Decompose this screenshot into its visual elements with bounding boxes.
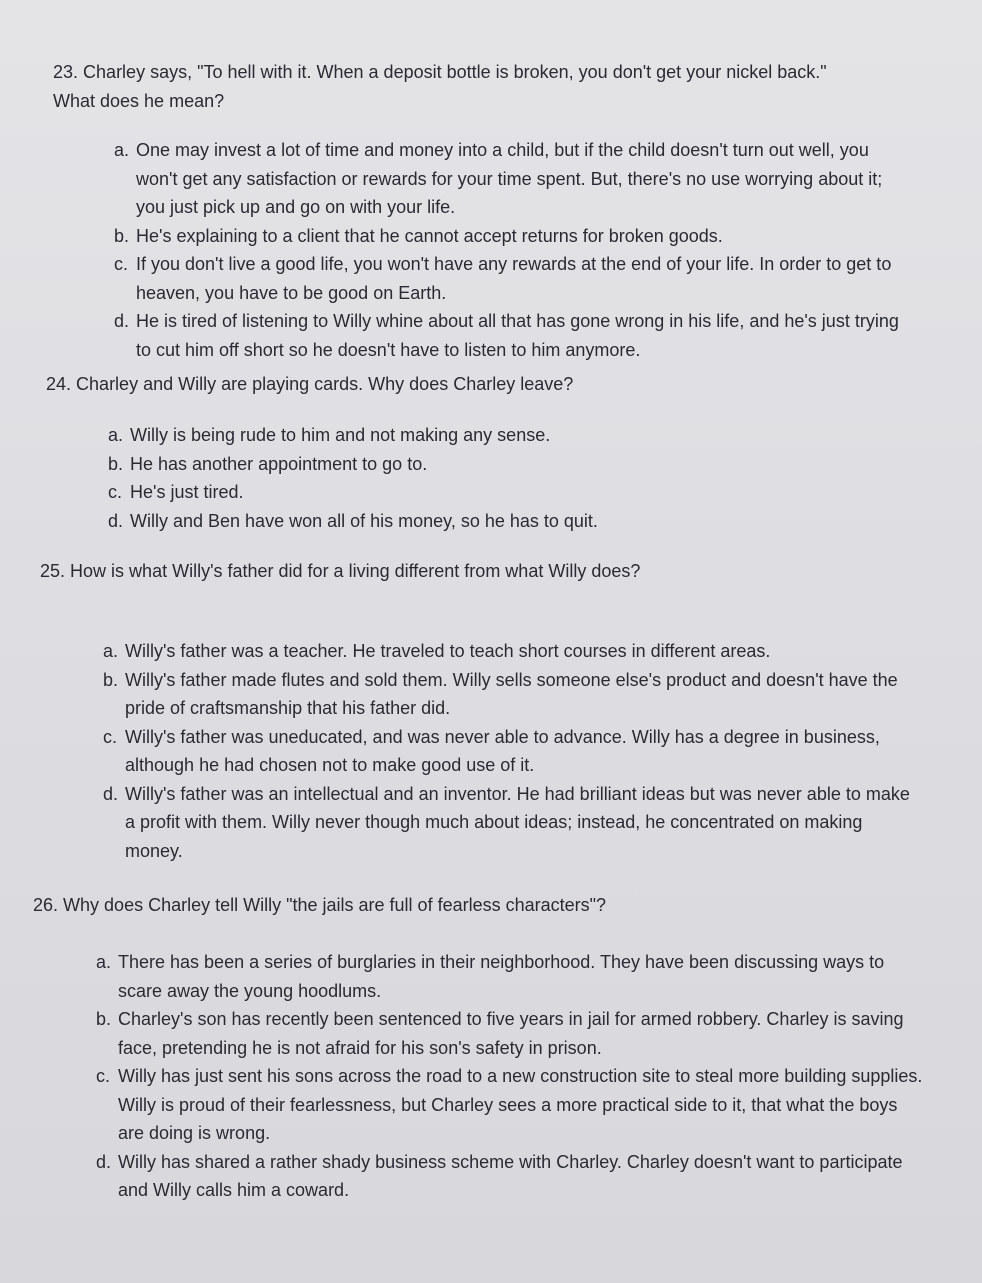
option-text: He is tired of listening to Willy whine about all that has gone wrong in his life, and he's just trying to cut him off short so he doesn't have to listen to him anymore. <box>136 311 899 360</box>
answer-option-d <box>114 307 906 364</box>
option-letter: b. <box>108 453 124 474</box>
option-letter: a. <box>114 140 130 160</box>
option-letter: d. <box>108 510 124 531</box>
question-prompt <box>33 891 853 920</box>
option-letter: a. <box>108 425 124 445</box>
option-letter: c. <box>96 1066 111 1086</box>
answer-option-d <box>103 780 915 866</box>
option-text: Charley's son has recently been sentenced to five years in jail for armed robbery. Charley is saving face, pretending he is not afraid for his son's safety in prison. <box>118 1009 904 1058</box>
option-text: Willy and Ben have won all of his money, so he has to quit. <box>130 510 598 531</box>
option-letter: a. <box>96 952 112 972</box>
option-letter: b. <box>96 1009 112 1029</box>
option-letter: c. <box>103 726 118 747</box>
answer-option-c <box>96 1062 928 1148</box>
answer-option-c <box>108 478 888 507</box>
answer-option-b <box>103 666 915 723</box>
answer-option-a <box>114 136 906 222</box>
option-letter: a. <box>103 641 119 661</box>
answer-option-b <box>114 222 906 251</box>
option-letter: d. <box>114 311 130 331</box>
answer-options <box>108 421 888 535</box>
question-text: How is what Willy's father did for a living different from what Willy does? <box>70 561 641 581</box>
answer-option-b <box>96 1005 928 1062</box>
answer-option-d <box>108 507 888 536</box>
option-text: Willy's father was uneducated, and was never able to advance. Willy has a degree in business, although he had chosen not to make good use of it. <box>125 726 880 775</box>
option-letter: b. <box>103 669 119 690</box>
answer-option-d <box>96 1148 928 1205</box>
question-24 <box>0 370 982 535</box>
question-prompt <box>53 58 873 116</box>
option-text: There has been a series of burglaries in their neighborhood. They have been discussing ways to scare away the young hoodlums. <box>118 952 885 1001</box>
option-letter: d. <box>96 1151 112 1172</box>
question-number: 23. <box>53 62 79 82</box>
option-text: If you don't live a good life, you won't have any rewards at the end of your life. In order to get to heaven, you have to be good on Earth. <box>136 254 892 303</box>
option-text: Willy has shared a rather shady business scheme with Charley. Charley doesn't want to participate and Willy calls him a coward. <box>118 1151 903 1200</box>
question-text: Charley says, "To hell with it. When a deposit bottle is broken, you don't get your nickel back." What does he mean? <box>53 62 832 111</box>
question-23 <box>0 58 982 364</box>
option-letter: b. <box>114 225 130 246</box>
answer-option-a <box>103 637 915 666</box>
option-text: Willy's father made flutes and sold them. Willy sells someone else's product and doesn't have the pride of craftsmanship that his father did. <box>125 669 898 718</box>
question-26 <box>0 891 982 1205</box>
question-25 <box>0 557 982 865</box>
option-text: Willy has just sent his sons across the road to a new construction site to steal more building supplies. Willy is proud of their fearlessness, but Charley sees a more practical side to it, that what the boys are doing is wrong. <box>118 1066 923 1143</box>
answer-option-c <box>114 250 906 307</box>
option-letter: d. <box>103 783 119 804</box>
option-text: Willy's father was a teacher. He traveled to teach short courses in different areas. <box>125 641 771 661</box>
question-prompt <box>40 557 860 586</box>
option-text: One may invest a lot of time and money into a child, but if the child doesn't turn out well, you won't get any satisfaction or rewards for your time spent. But, there's no use worrying about it; you just pick up and go on with your life. <box>136 140 883 217</box>
question-text: Charley and Willy are playing cards. Why does Charley leave? <box>76 374 574 394</box>
question-number: 26. <box>33 895 59 915</box>
question-number: 25. <box>40 561 66 581</box>
question-text: Why does Charley tell Willy "the jails are full of fearless characters"? <box>63 895 607 915</box>
question-prompt <box>46 370 846 399</box>
answer-option-c <box>103 723 915 780</box>
answer-option-b <box>108 450 888 479</box>
option-text: He's just tired. <box>130 482 244 502</box>
option-letter: c. <box>114 254 129 274</box>
answer-option-a <box>108 421 888 450</box>
option-text: Willy is being rude to him and not making any sense. <box>130 425 551 445</box>
option-text: He's explaining to a client that he cannot accept returns for broken goods. <box>136 225 723 246</box>
option-text: He has another appointment to go to. <box>130 453 428 474</box>
answer-options <box>114 136 906 364</box>
question-number: 24. <box>46 374 72 394</box>
answer-options <box>96 948 928 1205</box>
answer-option-a <box>96 948 928 1005</box>
option-letter: c. <box>108 482 123 502</box>
option-text: Willy's father was an intellectual and an inventor. He had brilliant ideas but was never able to make a profit with them. Willy never though much about ideas; instead, he concentrated on making money. <box>125 783 910 861</box>
answer-options <box>103 637 915 865</box>
